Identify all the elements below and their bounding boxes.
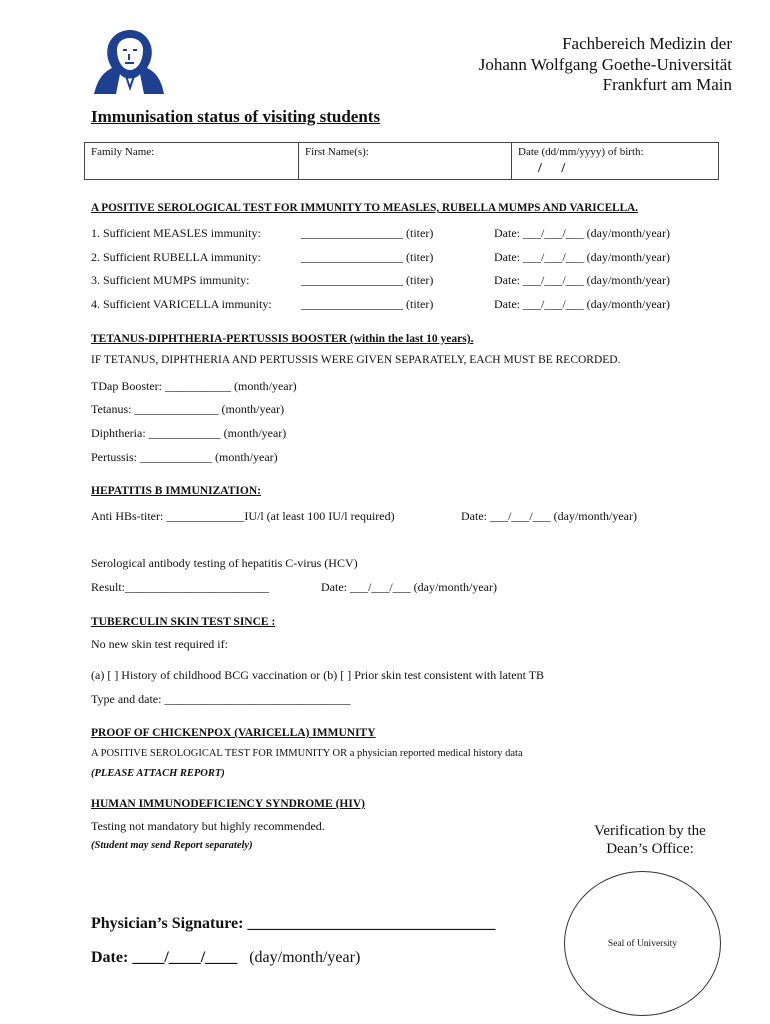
serology-list (91, 226, 670, 320)
institution-line-1: Fachbereich Medizin der (562, 34, 732, 53)
date-of-birth-label: Date (dd/mm/yyyy) of birth: (518, 146, 644, 158)
varicella-titer-field[interactable]: _________________ (titer) (301, 296, 434, 311)
hiv-note: Testing not mandatory but highly recommended. (91, 819, 325, 833)
university-logo (90, 28, 168, 96)
serology-row-rubella (91, 250, 670, 274)
family-name-label: Family Name: (91, 146, 155, 158)
dean-verification (575, 822, 725, 858)
verification-line-2: Dean’s Office: (606, 841, 694, 857)
anti-hbs-date-field[interactable]: Date: ___/___/___ (day/month/year) (461, 509, 637, 523)
family-name-cell[interactable] (85, 143, 298, 179)
hiv-report-note: (Student may send Report separately) (91, 840, 253, 851)
chickenpox-attach-note: (PLEASE ATTACH REPORT) (91, 768, 225, 779)
tuberculin-type-date-field[interactable]: Type and date: _______________________________ (91, 692, 351, 706)
first-names-label: First Name(s): (305, 146, 369, 158)
seal-label: Seal of University (607, 938, 678, 949)
diphtheria-field[interactable]: Diphtheria: ____________ (month/year) (91, 426, 287, 440)
mumps-titer-field[interactable]: _________________ (titer) (301, 273, 434, 287)
rubella-label: 2. Sufficient RUBELLA immunity: (91, 249, 261, 264)
rubella-date-field[interactable]: Date: ___/___/___ (day/month/year) (494, 249, 670, 264)
rubella-titer-field[interactable]: _________________ (titer) (301, 249, 434, 264)
chickenpox-heading: PROOF OF CHICKENPOX (VARICELLA) IMMUNITY (91, 727, 376, 739)
institution-line-3: Frankfurt am Main (602, 75, 732, 94)
hcv-date-field[interactable]: Date: ___/___/___ (day/month/year) (321, 580, 497, 594)
hcv-result-field[interactable]: Result:________________________ (91, 580, 270, 594)
tdap-booster-field[interactable]: TDap Booster: ___________ (month/year) (91, 379, 297, 393)
tdap-heading: TETANUS-DIPHTHERIA-PERTUSSIS BOOSTER (within the last 10 years). (91, 333, 474, 345)
physician-signature-field[interactable]: Physician’s Signature: _______________________________ (91, 915, 496, 932)
first-names-cell[interactable] (298, 143, 511, 179)
hepatitis-heading: HEPATITIS B IMMUNIZATION: (91, 485, 261, 497)
measles-date-field[interactable]: Date: ___/___/___ (day/month/year) (494, 226, 670, 240)
measles-label: 1. Sufficient MEASLES immunity: (91, 226, 261, 240)
date-of-birth-slashes: / / (538, 161, 566, 176)
hcv-testing-label: Serological antibody testing of hepatitis C-virus (HCV) (91, 556, 358, 570)
varicella-date-field[interactable]: Date: ___/___/___ (day/month/year) (494, 296, 670, 311)
verification-line-1: Verification by the (594, 823, 706, 839)
tuberculin-note: No new skin test required if: (91, 637, 228, 651)
chickenpox-note: A POSITIVE SEROLOGICAL TEST FOR IMMUNITY OR a physician reported medical history data (91, 748, 523, 759)
serology-row-varicella (91, 297, 670, 321)
measles-titer-field[interactable]: _________________ (titer) (301, 226, 434, 240)
serology-row-measles (91, 226, 670, 250)
serology-heading: A POSITIVE SEROLOGICAL TEST FOR IMMUNITY TO MEASLES, RUBELLA MUMPS AND VARICELLA. (91, 202, 638, 214)
varicella-label: 4. Sufficient VARICELLA immunity: (91, 296, 272, 311)
date-of-birth-cell[interactable] (511, 143, 718, 179)
signature-date-field[interactable]: Date: ____/____/____ (91, 949, 238, 966)
tdap-note: IF TETANUS, DIPHTHERIA AND PERTUSSIS WERE GIVEN SEPARATELY, EACH MUST BE RECORDED. (91, 354, 621, 366)
university-seal-circle (564, 871, 721, 1016)
serology-row-mumps (91, 273, 670, 297)
institution-line-2: Johann Wolfgang Goethe-Universität (478, 54, 732, 74)
mumps-label: 3. Sufficient MUMPS immunity: (91, 273, 250, 287)
signature-date-format: (day/month/year) (249, 949, 361, 966)
signature-date-row (91, 949, 360, 967)
tuberculin-options[interactable]: (a) [ ] History of childhood BCG vaccination or (b) [ ] Prior skin test consistent with latent TB (91, 668, 545, 682)
tuberculin-heading: TUBERCULIN SKIN TEST SINCE : (91, 616, 276, 628)
pertussis-field[interactable]: Pertussis: ____________ (month/year) (91, 450, 278, 464)
mumps-date-field[interactable]: Date: ___/___/___ (day/month/year) (494, 273, 670, 287)
identity-table (84, 142, 719, 180)
hiv-heading: HUMAN IMMUNODEFICIENCY SYNDROME (HIV) (91, 798, 365, 810)
anti-hbs-field[interactable]: Anti HBs-titer: _____________IU/l (at least 100 IU/l required) (91, 509, 395, 523)
page-title: Immunisation status of visiting students (91, 107, 381, 126)
tetanus-field[interactable]: Tetanus: ______________ (month/year) (91, 402, 285, 416)
institution-name (479, 34, 732, 96)
